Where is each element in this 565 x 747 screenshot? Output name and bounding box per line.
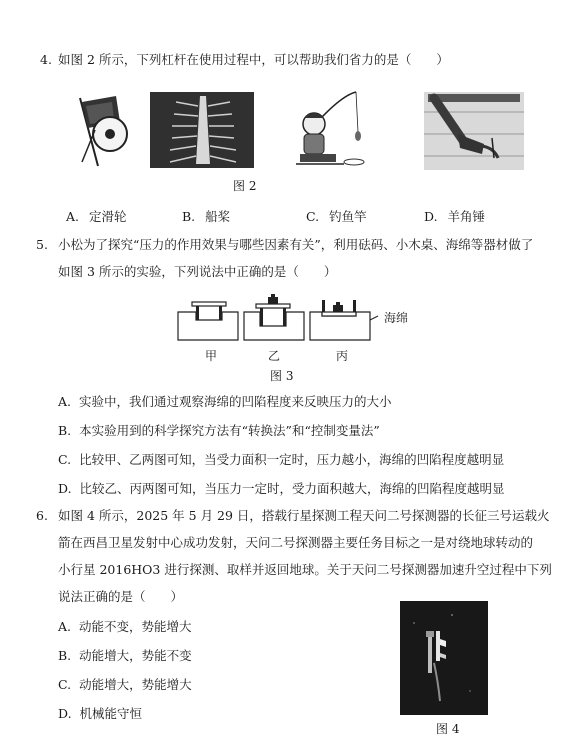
option-text: 实验中，我们通过观察海绵的凹陷程度来反映压力的大小	[79, 394, 392, 409]
q6-stem-line2: 箭在西昌卫星发射中心成功发射，天问二号探测器主要任务目标之一是对绕地球转动的	[58, 535, 534, 550]
option-text: 船桨	[205, 209, 231, 224]
option-label: D.	[58, 706, 72, 721]
q5-option-a	[58, 392, 392, 410]
q4-option-b	[182, 207, 230, 225]
setup-bing	[310, 300, 378, 340]
option-text: 定滑轮	[89, 209, 127, 224]
q4-option-c	[306, 207, 367, 225]
q6-stem-line4: 说法正确的是（ ）	[58, 589, 184, 604]
q6-figure-caption: 图 4	[436, 722, 460, 736]
label-jia: 甲	[205, 349, 218, 363]
option-label: A.	[58, 619, 72, 634]
q6-stem-line1: 如图 4 所示，2025 年 5 月 29 日，搭载行星探测工程天问二号探测器的长征三号运载火	[58, 508, 550, 523]
q5-option-c	[58, 450, 504, 468]
q6-number: 6.	[36, 508, 48, 523]
option-text: 动能增大，势能增大	[79, 677, 192, 692]
q6-stem-line3: 小行星 2016HO3 进行探测、取样并返回地球。关于天问二号探测器加速升空过程中下列	[58, 562, 552, 577]
option-label: B.	[58, 648, 72, 663]
q4-option-a	[66, 207, 127, 225]
option-label: C.	[58, 452, 72, 467]
q5-stem-line2: 如图 3 所示的实验，下列说法中正确的是（ ）	[58, 264, 337, 279]
option-label: A.	[58, 394, 72, 409]
q6-option-b	[58, 646, 192, 664]
option-text: 比较乙、丙两图可知，当压力一定时，受力面积越大，海绵的凹陷程度越明显	[79, 481, 505, 496]
option-label: C.	[306, 209, 320, 224]
q6-option-d	[58, 704, 142, 722]
option-text: 本实验用到的科学探究方法有“转换法”和“控制变量法”	[79, 423, 380, 438]
q5-number: 5.	[36, 237, 48, 252]
rocket-launch-image	[400, 601, 488, 715]
option-label: B.	[182, 209, 196, 224]
option-label: C.	[58, 677, 72, 692]
setup-yi	[244, 294, 304, 340]
pulley-flag-image	[66, 92, 140, 170]
option-text: 机械能守恒	[79, 706, 143, 721]
label-yi: 乙	[268, 349, 281, 363]
sponge-label: 海绵	[384, 311, 409, 325]
q4-number: 4.	[40, 52, 52, 67]
q5-figure-caption: 图 3	[270, 369, 294, 383]
q4-option-d	[424, 207, 485, 225]
q5-option-d	[58, 479, 505, 497]
option-text: 羊角锤	[447, 209, 486, 224]
option-label: B.	[58, 423, 72, 438]
q4-stem: 如图 2 所示，下列杠杆在使用过程中，可以帮助我们省力的是（ ）	[58, 52, 449, 67]
fishing-boy-image	[292, 88, 372, 170]
option-label: A.	[66, 209, 80, 224]
option-label: D.	[424, 209, 438, 224]
option-text: 比较甲、乙两图可知，当受力面积一定时，压力越小，海绵的凹陷程度越明显	[79, 452, 505, 467]
q6-option-a	[58, 617, 192, 635]
q5-stem-line1: 小松为了探究“压力的作用效果与哪些因素有关”，利用砝码、小木桌、海绵等器材做了	[58, 237, 534, 252]
claw-hammer-image	[424, 92, 524, 170]
setup-jia	[178, 302, 238, 340]
option-label: D.	[58, 481, 72, 496]
option-text: 动能增大，势能不变	[79, 648, 192, 663]
q6-option-c	[58, 675, 192, 693]
label-bing: 丙	[336, 349, 349, 363]
q4-figure-caption: 图 2	[233, 179, 257, 193]
sponge-experiment-figure	[176, 294, 376, 342]
boat-oars-image	[150, 92, 254, 168]
option-text: 钓鱼竿	[329, 209, 367, 224]
option-text: 动能不变，势能增大	[79, 619, 192, 634]
q5-option-b	[58, 421, 380, 439]
